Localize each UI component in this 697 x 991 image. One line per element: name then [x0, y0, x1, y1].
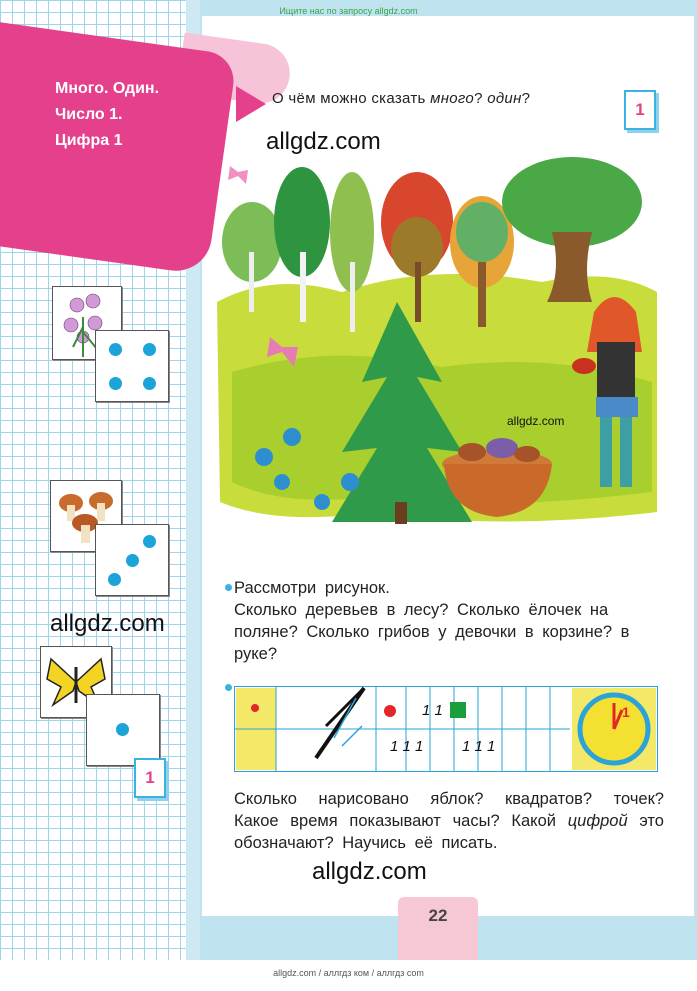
question-arrow-icon	[236, 86, 266, 122]
task2-text-italic: цифрой	[567, 812, 628, 830]
dot	[109, 343, 122, 356]
forest-picture	[212, 152, 662, 530]
question-word-one: один	[487, 90, 522, 107]
dots-card-one	[86, 694, 160, 766]
copybook-digits-row1: 1 1	[422, 702, 443, 719]
dot	[143, 535, 156, 548]
task-bullet	[225, 584, 232, 591]
question-separator: ?	[474, 90, 488, 107]
question-end: ?	[521, 90, 531, 107]
dot	[116, 723, 129, 736]
dot	[143, 343, 156, 356]
dot	[126, 554, 139, 567]
forest-illustration	[212, 152, 662, 530]
bottom-links: allgdz.com / аллгдз ком / аллгдз com	[273, 968, 424, 978]
topic-title: Много. Один. Число 1. Цифра 1	[55, 80, 160, 149]
dot	[143, 377, 156, 390]
page-number: 22	[428, 906, 448, 925]
clock-digit: 1	[622, 704, 630, 720]
top-search-hint: Ищите нас по запросу allgdz.com	[279, 6, 418, 16]
watermark-picture: allgdz.com	[507, 414, 565, 428]
copybook-digits-row2a: 1 1 1	[390, 738, 424, 755]
copybook-digits-row2b: 1 1 1	[462, 738, 496, 755]
dots-card-four	[95, 330, 169, 402]
question-text	[272, 90, 530, 107]
question-word-many: много	[430, 90, 475, 107]
copybook-exercise	[234, 686, 658, 772]
task2-text	[234, 788, 664, 854]
task2-text-before: Сколько нарисовано яблок? квадратов? точек? Какое время показывают часы? Какой	[234, 790, 664, 830]
question-prefix: О чём можно сказать	[272, 90, 431, 107]
dot	[109, 377, 122, 390]
task2-text-after: это обозначают? Научись её писать.	[234, 812, 664, 852]
dots-card-three	[95, 524, 169, 596]
task-bullet	[225, 684, 232, 691]
watermark-left: allgdz.com	[50, 610, 165, 637]
copybook-grid	[234, 686, 658, 772]
watermark-bottom: allgdz.com	[312, 858, 427, 885]
number-badge-top: 1	[624, 90, 656, 130]
task1-text: Рассмотри рисунок. Сколько деревьев в лесу? Сколько ёлочек на поляне? Сколько грибов у девочки в корзине? в руке?	[234, 579, 630, 663]
dot	[108, 573, 121, 586]
watermark-top: allgdz.com	[266, 128, 381, 155]
number-badge-side: 1	[134, 758, 166, 798]
